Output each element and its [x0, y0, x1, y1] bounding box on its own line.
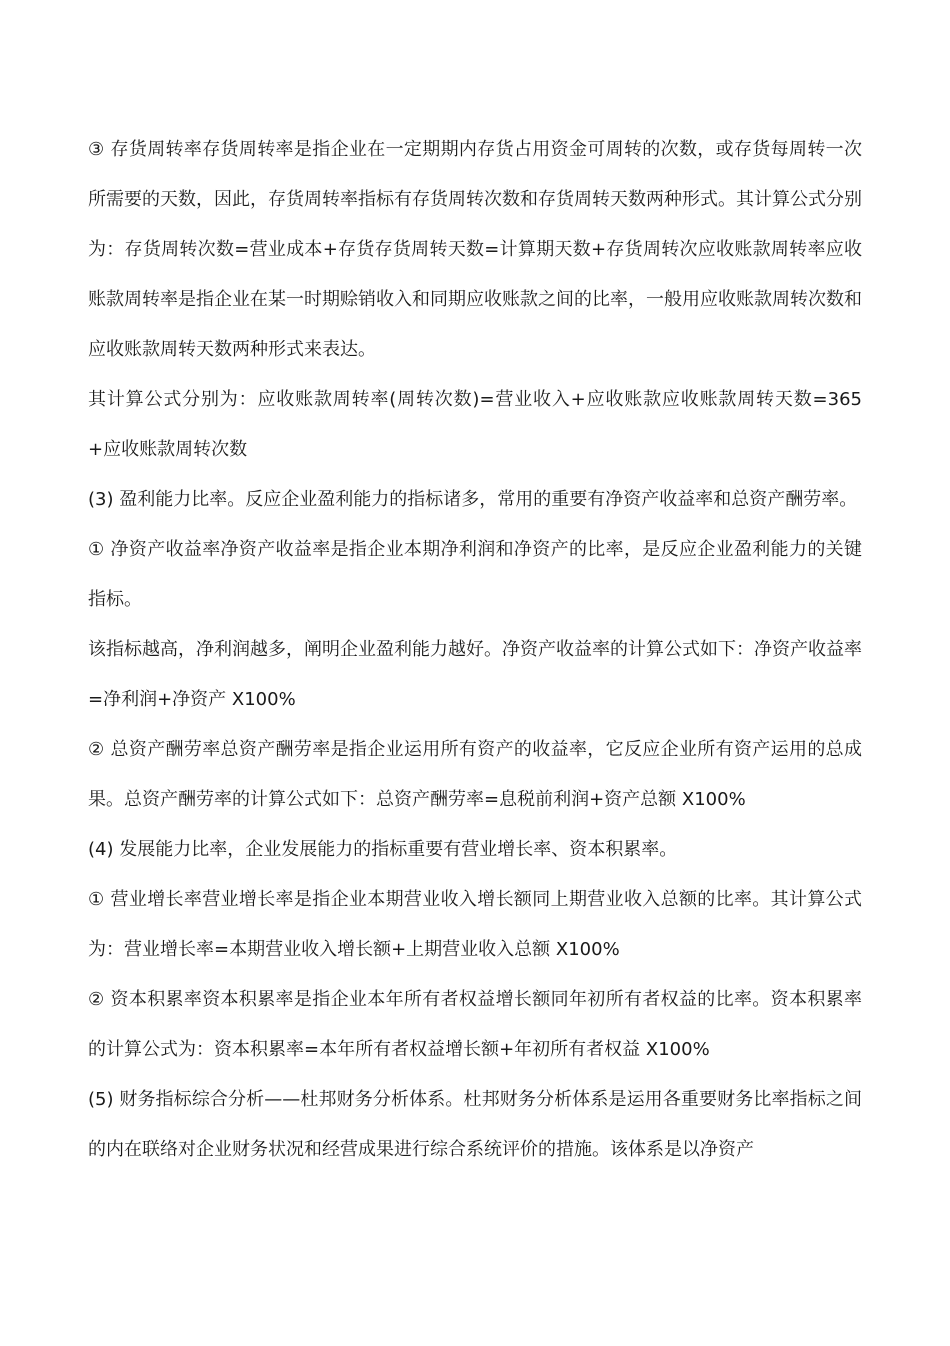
paragraph-profitability-ratio: (3) 盈利能力比率。反应企业盈利能力的指标诸多，常用的重要有净资产收益率和总资产酬劳率。 — [88, 489, 858, 510]
paragraph-roe-formula: 该指标越高，净利润越多，阐明企业盈利能力越好。净资产收益率的计算公式如下：净资产收益率=净利润+净资产 X100% — [88, 639, 862, 710]
paragraph-capital-accumulation: ② 资本积累率资本积累率是指企业本年所有者权益增长额同年初所有者权益的比率。资本积累率的计算公式为：资本积累率=本年所有者权益增长额+年初所有者权益 X100% — [88, 989, 862, 1060]
paragraph-roe-definition: ① 净资产收益率净资产收益率是指企业本期净利润和净资产的比率，是反应企业盈利能力的关键指标。 — [88, 539, 862, 610]
paragraph-receivables-formula: 其计算公式分别为：应收账款周转率(周转次数)=营业收入+应收账款应收账款周转天数=365+应收账款周转次数 — [88, 389, 862, 460]
paragraph-inventory-turnover: ③ 存货周转率存货周转率是指企业在一定期期内存货占用资金可周转的次数，或存货每周转一次所需要的天数，因此，存货周转率指标有存货周转次数和存货周转天数两种形式。其计算公式分别为：存货周转次数=营业成本+存货存货周转天数=计算期天数+存货周转次应收账款周转率应收账款周转率是指企业在某一时期赊销收入和同期应收账款之间的比率，一般用应收账款周转次数和应收账款周转天数两种形式来表达。 — [88, 139, 862, 360]
document-body — [88, 125, 862, 1175]
paragraph-roa: ② 总资产酬劳率总资产酬劳率是指企业运用所有资产的收益率，它反应企业所有资产运用的总成果。总资产酬劳率的计算公式如下：总资产酬劳率=息税前利润+资产总额 X100% — [88, 739, 862, 810]
paragraph-dupont-analysis: (5) 财务指标综合分析——杜邦财务分析体系。杜邦财务分析体系是运用各重要财务比率指标之间的内在联络对企业财务状况和经营成果进行综合系统评价的措施。该体系是以净资产 — [88, 1089, 862, 1160]
paragraph-revenue-growth: ① 营业增长率营业增长率是指企业本期营业收入增长额同上期营业收入总额的比率。其计算公式为：营业增长率=本期营业收入增长额+上期营业收入总额 X100% — [88, 889, 862, 960]
paragraph-growth-ratio: (4) 发展能力比率，企业发展能力的指标重要有营业增长率、资本积累率。 — [88, 839, 678, 860]
